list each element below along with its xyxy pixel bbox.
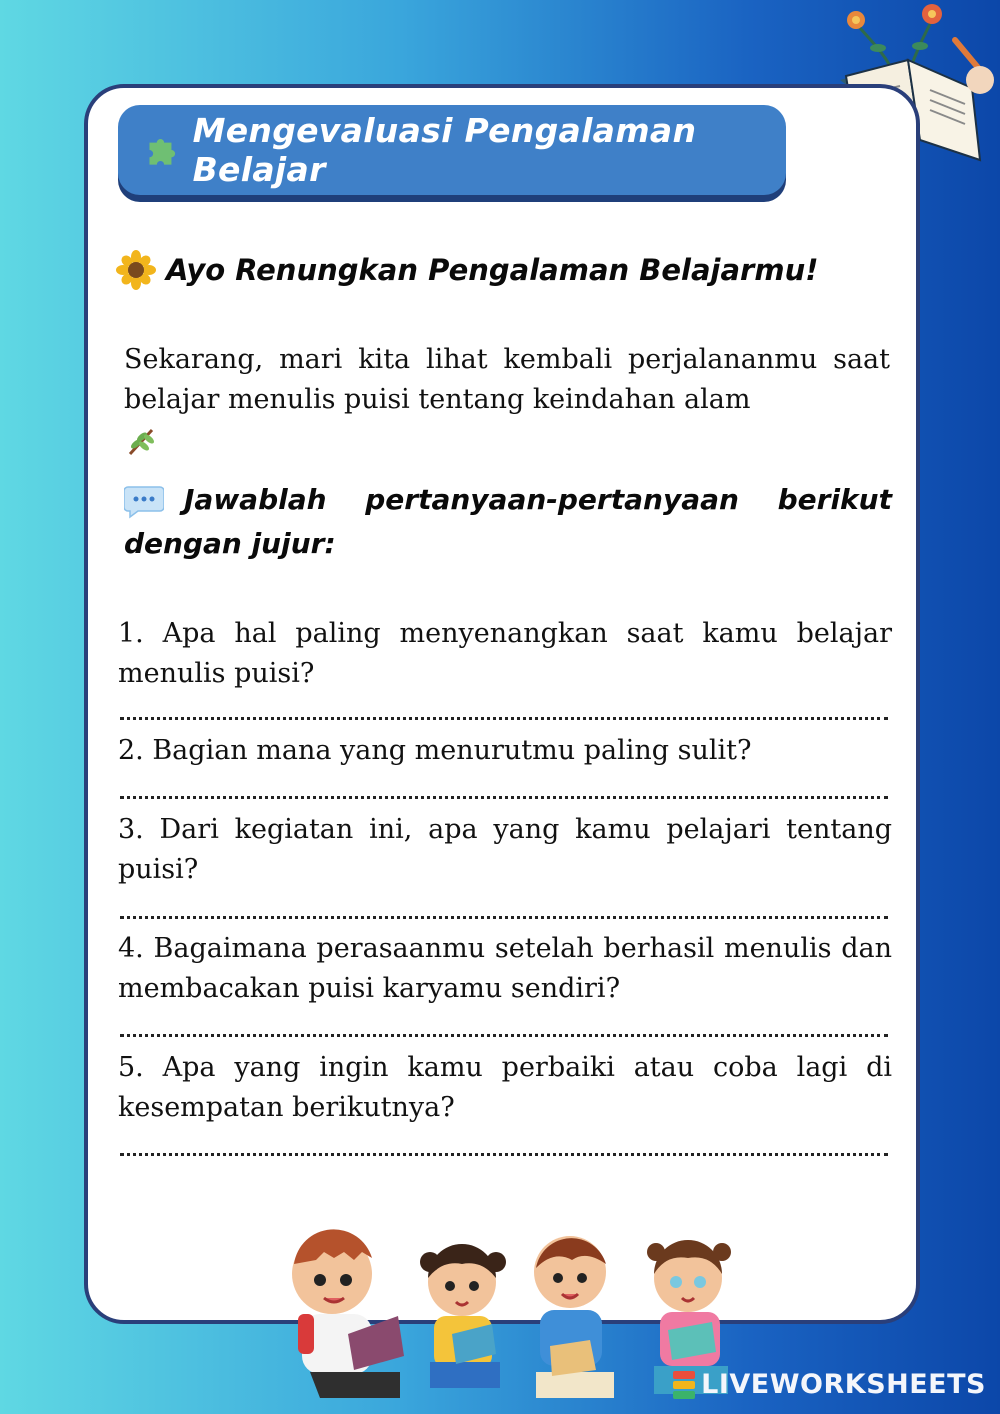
answer-line-2[interactable]: [120, 796, 888, 799]
answer-line-3[interactable]: [120, 916, 888, 919]
title-banner: [118, 105, 786, 195]
flower-icon: [847, 4, 942, 70]
kid-2-illustration: [420, 1244, 506, 1388]
page-title: Mengevaluasi Pengalaman Belajar: [192, 111, 697, 189]
question-3: 3. Dari kegiatan ini, apa yang kamu pelajari tentang puisi?: [118, 814, 892, 885]
speech-bubble-icon: [124, 483, 164, 519]
kid-3-illustration: [534, 1236, 614, 1398]
brand-text: LIVEWORKSHEETS: [701, 1369, 986, 1400]
question-2: 2. Bagian mana yang menurutmu paling sulit?: [118, 735, 752, 766]
liveworksheets-brand: [673, 1369, 986, 1400]
question-5: 5. Apa yang ingin kamu perbaiki atau coba lagi di kesempatan berikutnya?: [118, 1052, 892, 1123]
kid-1-illustration: [292, 1229, 404, 1398]
answer-line-4[interactable]: [120, 1034, 888, 1037]
heading-text: Ayo Renungkan Pengalaman Belajarmu!: [166, 253, 819, 287]
section-heading: [116, 250, 896, 290]
herb-icon: [124, 424, 158, 458]
question-4: 4. Bagaimana perasaanmu setelah berhasil menulis dan membacakan puisi karyamu sendiri?: [118, 933, 892, 1004]
question-1: 1. Apa hal paling menyenangkan saat kamu belajar menulis puisi?: [118, 618, 892, 689]
liveworksheets-logo-icon: [673, 1370, 695, 1400]
sunflower-icon: [116, 250, 156, 290]
instruction-text: Jawablah pertanyaan-pertanyaan berikut dengan jujur:: [124, 483, 892, 560]
puzzle-icon: [144, 130, 181, 170]
intro-paragraph: [124, 340, 890, 460]
answer-line-1[interactable]: [120, 717, 888, 720]
instruction: [124, 478, 892, 566]
intro-text: Sekarang, mari kita lihat kembali perjalananmu saat belajar menulis puisi tentang keindahan alam: [124, 344, 890, 415]
answer-line-5[interactable]: [120, 1153, 888, 1156]
